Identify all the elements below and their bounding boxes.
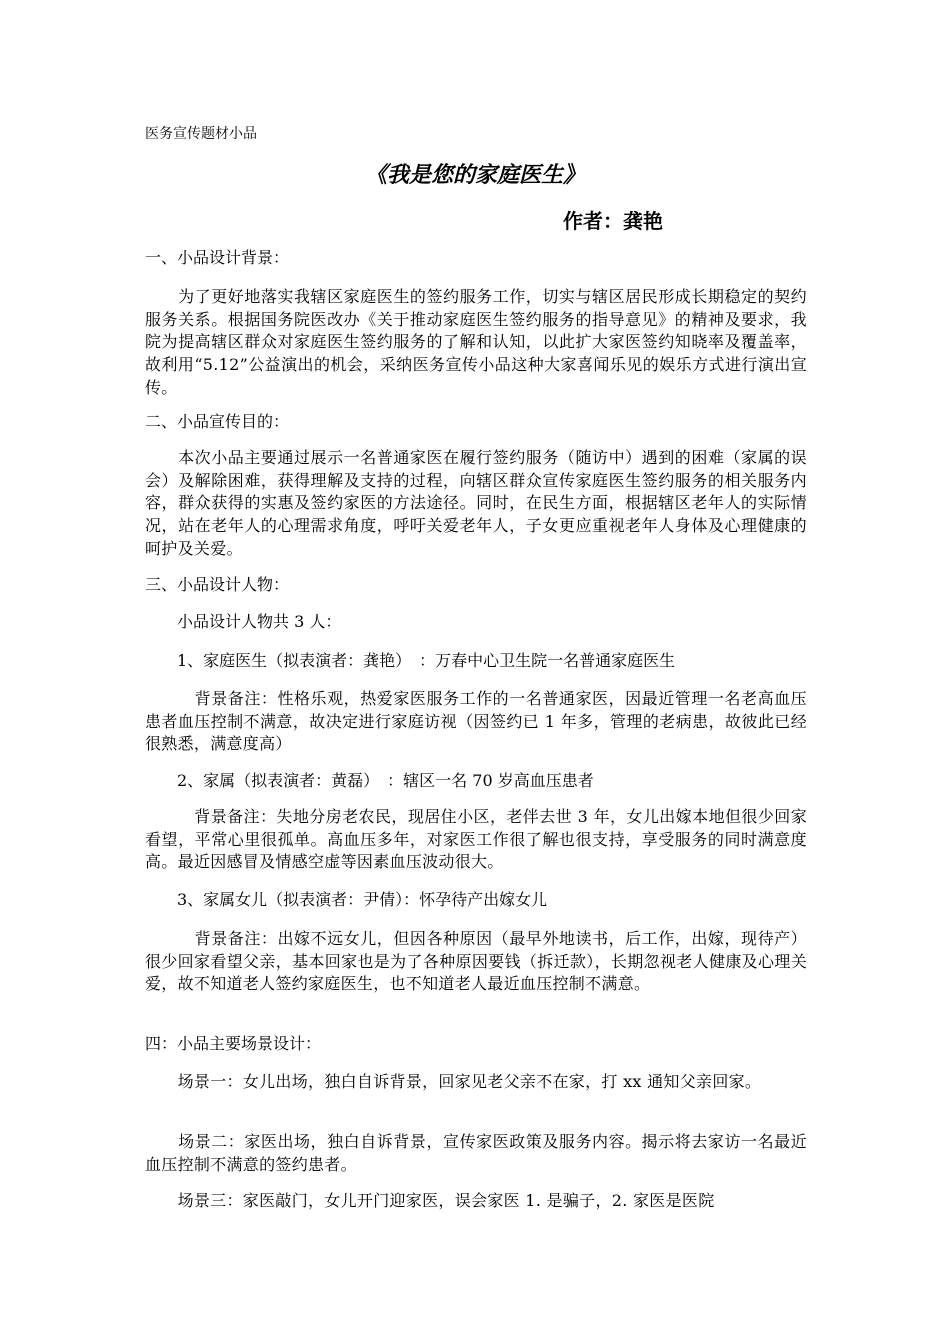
scene-2: 场景二：家医出场，独白自诉背景，宣传家医政策及服务内容。揭示将去家访一名最近血压控制不满意的签约患者。: [145, 1132, 807, 1174]
scene-3: 场景三：家医敲门，女儿开门迎家医，误会家医 1. 是骗子，2. 家医是医院: [145, 1191, 715, 1210]
scene-1: 场景一：女儿出场，独白自诉背景，回家见老父亲不在家，打 xx 通知父亲回家。: [145, 1072, 762, 1091]
character-1: 1、家庭医生（拟表演者：龚艳） ：万春中心卫生院一名普通家庭医生: [145, 651, 676, 670]
section-3-intro: 小品设计人物共 3 人：: [145, 612, 342, 631]
character-2-note: 背景备注：失地分房老农民，现居住小区，老伴去世 3 年，女儿出嫁本地但很少回家看望，平常心里很孤单。高血压多年，对家医工作很了解也很支持，享受服务的同时满意度高。最近因感冒及情感空虚等因素血压波动很大。: [145, 807, 807, 872]
character-3: 3、家属女儿（拟表演者：尹倩）：怀孕待产出嫁女儿: [145, 890, 548, 909]
section-2-heading: 二、小品宣传目的：: [145, 412, 290, 431]
section-2-body: 本次小品主要通过展示一名普通家医在履行签约服务（随访中）遇到的困难（家属的误会）及解除困难，获得理解及支持的过程，向辖区群众宣传家庭医生签约服务的相关服务内容，群众获得的实惠及签约家医的方法途径。同时，在民生方面，根据辖区老年人的实际情况，站在老年人的心理需求角度，呼吁关爱老年人，子女更应重视老年人身体及心理健康的呵护及关爱。: [145, 448, 807, 558]
category-label: 医务宣传题材小品: [145, 126, 257, 142]
character-3-note: 背景备注：出嫁不远女儿，但因各种原因（最早外地读书，后工作，出嫁，现待产）很少回家看望父亲，基本回家也是为了各种原因要钱（拆迁款），长期忽视老人健康及心理关爱，故不知道老人签约家庭医生，也不知道老人最近血压控制不满意。: [145, 929, 807, 994]
section-1-body: 为了更好地落实我辖区家庭医生的签约服务工作，切实与辖区居民形成长期稳定的契约服务关系。根据国务院医改办《关于推动家庭医生签约服务的指导意见》的精神及要求，我院为提高辖区群众对家庭医生签约服务的了解和认知，以此扩大家医签约知晓率及覆盖率，故利用“5.12”公益演出的机会，采纳医务宣传小品这种大家喜闻乐见的娱乐方式进行演出宣传。: [145, 287, 807, 397]
section-3-heading: 三、小品设计人物：: [145, 575, 290, 594]
character-1-note: 背景备注：性格乐观，热爱家医服务工作的一名普通家医，因最近管理一名老高血压患者血压控制不满意，故决定进行家庭访视（因签约已 1 年多，管理的老病患，故彼此已经很熟悉，满意度高）: [145, 689, 807, 754]
section-4-heading: 四：小品主要场景设计：: [145, 1034, 322, 1053]
character-2: 2、家属（拟表演者：黄磊） ：辖区一名 70 岁高血压患者: [145, 771, 594, 790]
author-line: 作者：龚艳: [563, 209, 663, 233]
section-1-heading: 一、小品设计背景：: [145, 248, 290, 267]
document-title: 《我是您的家庭医生》: [364, 163, 585, 188]
